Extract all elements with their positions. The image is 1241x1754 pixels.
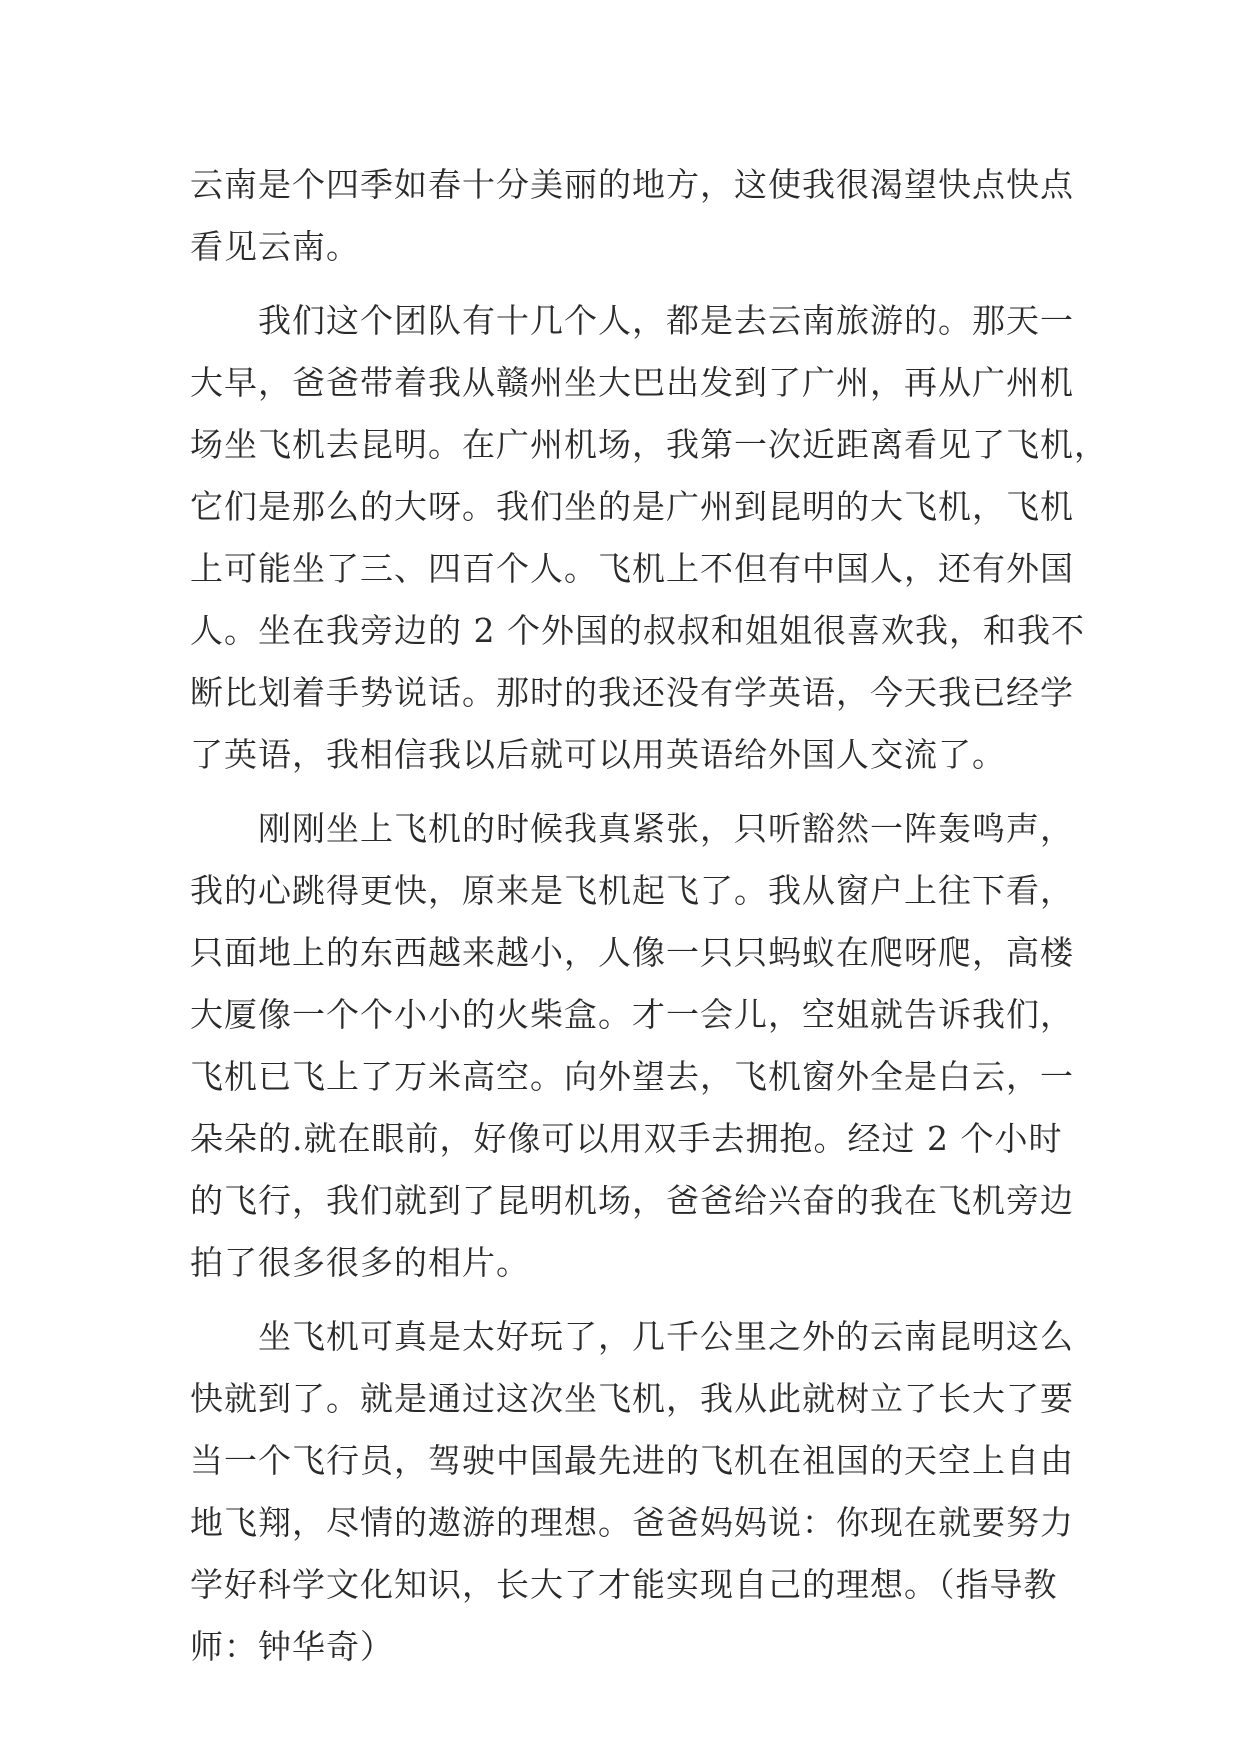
text-line: 学好科学文化知识，长大了才能实现自己的理想。（指导教 [190, 1565, 1058, 1604]
text-line: 飞机已飞上了万米高空。向外望去，飞机窗外全是白云，一 [190, 1057, 1074, 1096]
text-line: 地飞翔，尽情的遨游的理想。爸爸妈妈说：你现在就要努力 [190, 1503, 1074, 1542]
text-line: 场坐飞机去昆明。在广州机场，我第一次近距离看见了飞机， [190, 425, 1108, 464]
paragraph-gap [190, 278, 1055, 290]
text-line: 快就到了。就是通过这次坐飞机，我从此就树立了长大了要 [190, 1379, 1074, 1418]
text-line: 我的心跳得更快，原来是飞机起飞了。我从窗户上往下看， [190, 871, 1074, 910]
text-line: 坐飞机可真是太好玩了，几千公里之外的云南昆明这么 [190, 1317, 1074, 1356]
text-line: 看见云南。 [190, 227, 360, 266]
text-line: 它们是那么的大呀。我们坐的是广州到昆明的大飞机，飞机 [190, 487, 1074, 526]
text-line: 人。坐在我旁边的 2 个外国的叔叔和姐姐很喜欢我，和我不 [190, 611, 1085, 650]
text-line: 拍了很多很多的相片。 [190, 1243, 530, 1282]
text-line: 上可能坐了三、四百个人。飞机上不但有中国人，还有外国 [190, 549, 1074, 588]
document-body [190, 154, 1108, 1678]
text-line: 云南是个四季如春十分美丽的地方，这使我很渴望快点快点 [190, 165, 1074, 204]
text-line: 当一个飞行员，驾驶中国最先进的飞机在祖国的天空上自由 [190, 1441, 1074, 1480]
text-line: 的飞行，我们就到了昆明机场，爸爸给兴奋的我在飞机旁边 [190, 1181, 1074, 1220]
text-line: 朵朵的.就在眼前，好像可以用双手去拥抱。经过 2 个小时 [190, 1119, 1063, 1158]
paragraph-gap [190, 786, 1055, 798]
paragraph-gap [190, 1294, 1055, 1306]
text-line: 断比划着手势说话。那时的我还没有学英语，今天我已经学 [190, 673, 1074, 712]
text-line: 刚刚坐上飞机的时候我真紧张，只听豁然一阵轰鸣声， [190, 809, 1074, 848]
text-line: 我们这个团队有十几个人，都是去云南旅游的。那天一 [190, 301, 1074, 340]
text-line: 了英语，我相信我以后就可以用英语给外国人交流了。 [190, 735, 1006, 774]
text-line: 只面地上的东西越来越小，人像一只只蚂蚁在爬呀爬，高楼 [190, 933, 1074, 972]
text-line: 大厦像一个个小小的火柴盒。才一会儿，空姐就告诉我们， [190, 995, 1074, 1034]
text-line: 师：钟华奇） [190, 1627, 394, 1666]
text-line: 大早，爸爸带着我从赣州坐大巴出发到了广州，再从广州机 [190, 363, 1074, 402]
